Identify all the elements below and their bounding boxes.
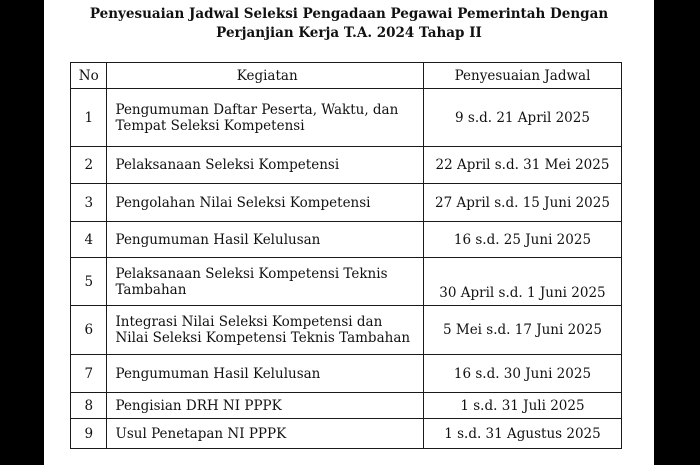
document-title <box>44 5 654 43</box>
table-row <box>71 89 622 147</box>
schedule-table <box>70 62 622 449</box>
table-row <box>71 222 622 258</box>
row-no: 2 <box>71 147 107 184</box>
table-row <box>71 393 622 419</box>
row-schedule: 1 s.d. 31 Juli 2025 <box>423 393 621 419</box>
row-activity: Pengumuman Hasil Kelulusan <box>107 355 423 393</box>
row-activity: Pengolahan Nilai Seleksi Kompetensi <box>107 184 423 222</box>
table-row <box>71 184 622 222</box>
scrollbar[interactable] <box>692 0 700 465</box>
row-activity: Pengisian DRH NI PPPK <box>107 393 423 419</box>
title-line-2: Perjanjian Kerja T.A. 2024 Tahap II <box>216 25 482 41</box>
header-activity: Kegiatan <box>107 63 423 89</box>
row-activity: Usul Penetapan NI PPPK <box>107 419 423 449</box>
row-no: 6 <box>71 306 107 355</box>
row-no: 8 <box>71 393 107 419</box>
row-no: 9 <box>71 419 107 449</box>
header-no: No <box>71 63 107 89</box>
table-row <box>71 355 622 393</box>
table-header-row <box>71 63 622 89</box>
row-activity: Pengumuman Hasil Kelulusan <box>107 222 423 258</box>
row-schedule: 9 s.d. 21 April 2025 <box>423 89 621 147</box>
row-no: 7 <box>71 355 107 393</box>
row-activity: Pelaksanaan Seleksi Kompetensi <box>107 147 423 184</box>
table-row <box>71 147 622 184</box>
row-schedule: 22 April s.d. 31 Mei 2025 <box>423 147 621 184</box>
table-row <box>71 306 622 355</box>
row-activity: Pelaksanaan Seleksi Kompetensi Teknis Tambahan <box>107 258 423 306</box>
row-no: 5 <box>71 258 107 306</box>
row-activity: Integrasi Nilai Seleksi Kompetensi dan Nilai Seleksi Kompetensi Teknis Tambahan <box>107 306 423 355</box>
table-row <box>71 419 622 449</box>
row-activity: Pengumuman Daftar Peserta, Waktu, dan Tempat Seleksi Kompetensi <box>107 89 423 147</box>
row-no: 4 <box>71 222 107 258</box>
row-no: 3 <box>71 184 107 222</box>
row-schedule: 16 s.d. 25 Juni 2025 <box>423 222 621 258</box>
table-row <box>71 258 622 306</box>
row-schedule: 30 April s.d. 1 Juni 2025 <box>423 258 621 306</box>
row-schedule: 5 Mei s.d. 17 Juni 2025 <box>423 306 621 355</box>
row-schedule: 16 s.d. 30 Juni 2025 <box>423 355 621 393</box>
row-schedule: 27 April s.d. 15 Juni 2025 <box>423 184 621 222</box>
header-schedule: Penyesuaian Jadwal <box>423 63 621 89</box>
document-page <box>44 0 654 465</box>
row-schedule: 1 s.d. 31 Agustus 2025 <box>423 419 621 449</box>
title-line-1: Penyesuaian Jadwal Seleksi Pengadaan Pegawai Pemerintah Dengan <box>89 6 609 22</box>
row-no: 1 <box>71 89 107 147</box>
